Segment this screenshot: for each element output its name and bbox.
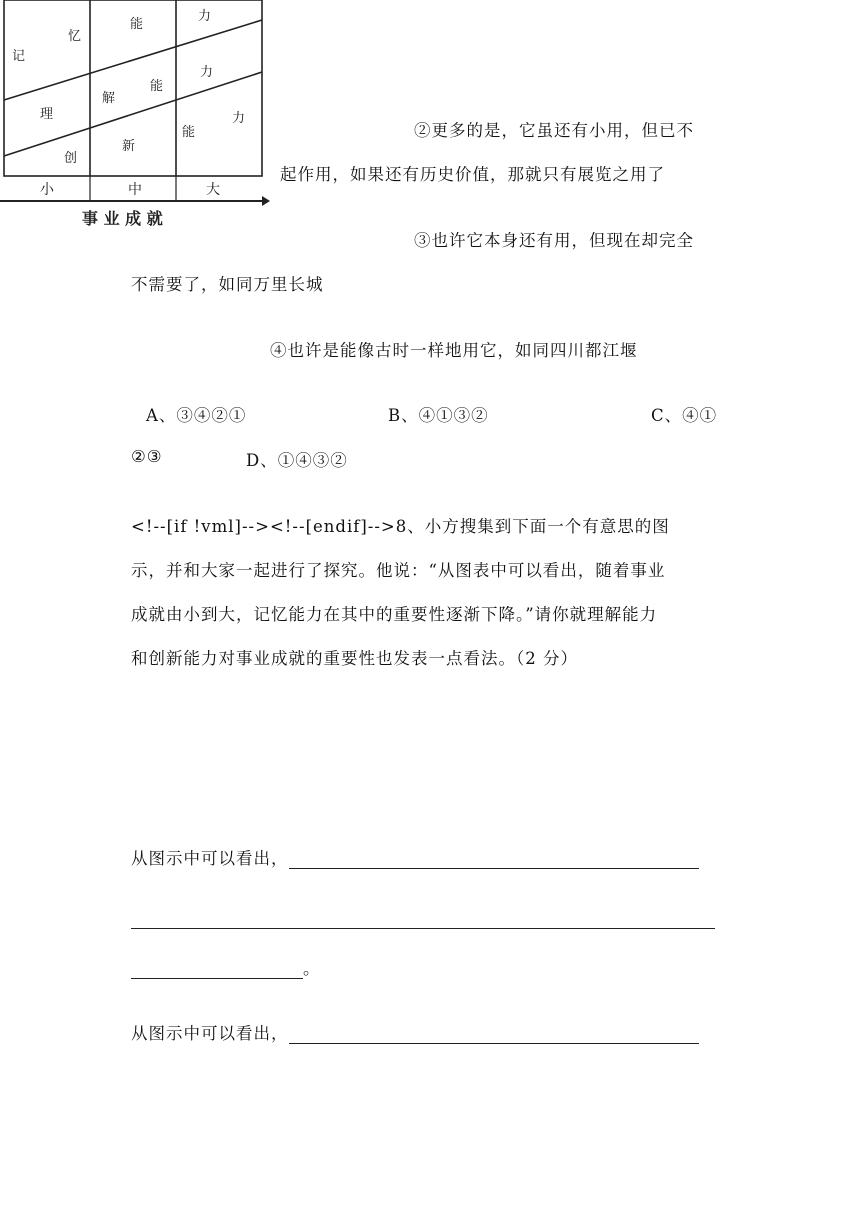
- option-2-line-1: ②更多的是，它虽还有小用，但已不: [414, 121, 694, 140]
- label-create-3: 能: [182, 125, 196, 140]
- option-4: ④也许是能像古时一样地用它，如同四川都江堰: [270, 341, 638, 360]
- answer-blank-4[interactable]: [289, 1025, 699, 1044]
- answer-blank-3[interactable]: [131, 960, 303, 979]
- option-3-line-1: ③也许它本身还有用，但现在却完全: [414, 231, 694, 250]
- label-power-top: 力: [198, 9, 212, 24]
- choice-c: C、④①: [651, 406, 718, 425]
- x-category-large: 大: [206, 182, 220, 198]
- option-2-line-2: 起作用，如果还有历史价值，那就只有展览之用了: [280, 165, 665, 184]
- label-create-2: 新: [122, 139, 136, 154]
- label-memory-2: 忆: [68, 29, 82, 44]
- x-axis-label: 事 业 成 就: [82, 209, 163, 228]
- choice-d: D、①④③②: [246, 451, 348, 470]
- answer-blank-2[interactable]: [131, 910, 715, 929]
- answer-blank-1[interactable]: [289, 850, 699, 869]
- option-3-line-2: 不需要了，如同万里长城: [131, 275, 324, 294]
- answer-row-1: [131, 845, 699, 869]
- x-category-small: 小: [40, 182, 54, 198]
- choice-c-continued: ②③: [131, 447, 163, 466]
- label-ability-top: 能: [130, 17, 144, 32]
- x-category-medium: 中: [128, 182, 142, 198]
- question-8-line-3: 成就由小到大，记忆能力在其中的重要性逐渐下降。”请你就理解能力: [131, 605, 658, 624]
- answer-row-3: [131, 955, 321, 979]
- choice-a: A、③④②①: [146, 406, 247, 425]
- label-understand-4: 力: [200, 65, 214, 80]
- answer-end-mark: 。: [303, 959, 321, 978]
- chart-diagonal-upper: [4, 20, 262, 100]
- answer-row-4: [131, 1020, 699, 1044]
- choice-b: B、④①③②: [388, 406, 489, 425]
- chart-x-axis-arrow: [262, 196, 270, 206]
- label-understand-2: 解: [102, 91, 116, 106]
- question-8-line-4: 和创新能力对事业成就的重要性也发表一点看法。（2 分）: [131, 649, 578, 668]
- label-memory-1: 记: [12, 49, 26, 64]
- label-understand-1: 理: [40, 107, 54, 122]
- ability-chart-figure: [0, 0, 272, 232]
- question-8-line-1: <!--[if !vml]--><!--[endif]-->8、小方搜集到下面一个有意思的图: [131, 517, 670, 536]
- question-8-line-2: 示，并和大家一起进行了探究。他说：“从图表中可以看出，随着事业: [131, 561, 666, 580]
- label-create-4: 力: [232, 111, 246, 126]
- label-understand-3: 能: [150, 79, 164, 94]
- answer-prefix-2: 从图示中可以看出，: [131, 1024, 289, 1043]
- label-create-1: 创: [64, 151, 78, 166]
- answer-prefix-1: 从图示中可以看出，: [131, 849, 289, 868]
